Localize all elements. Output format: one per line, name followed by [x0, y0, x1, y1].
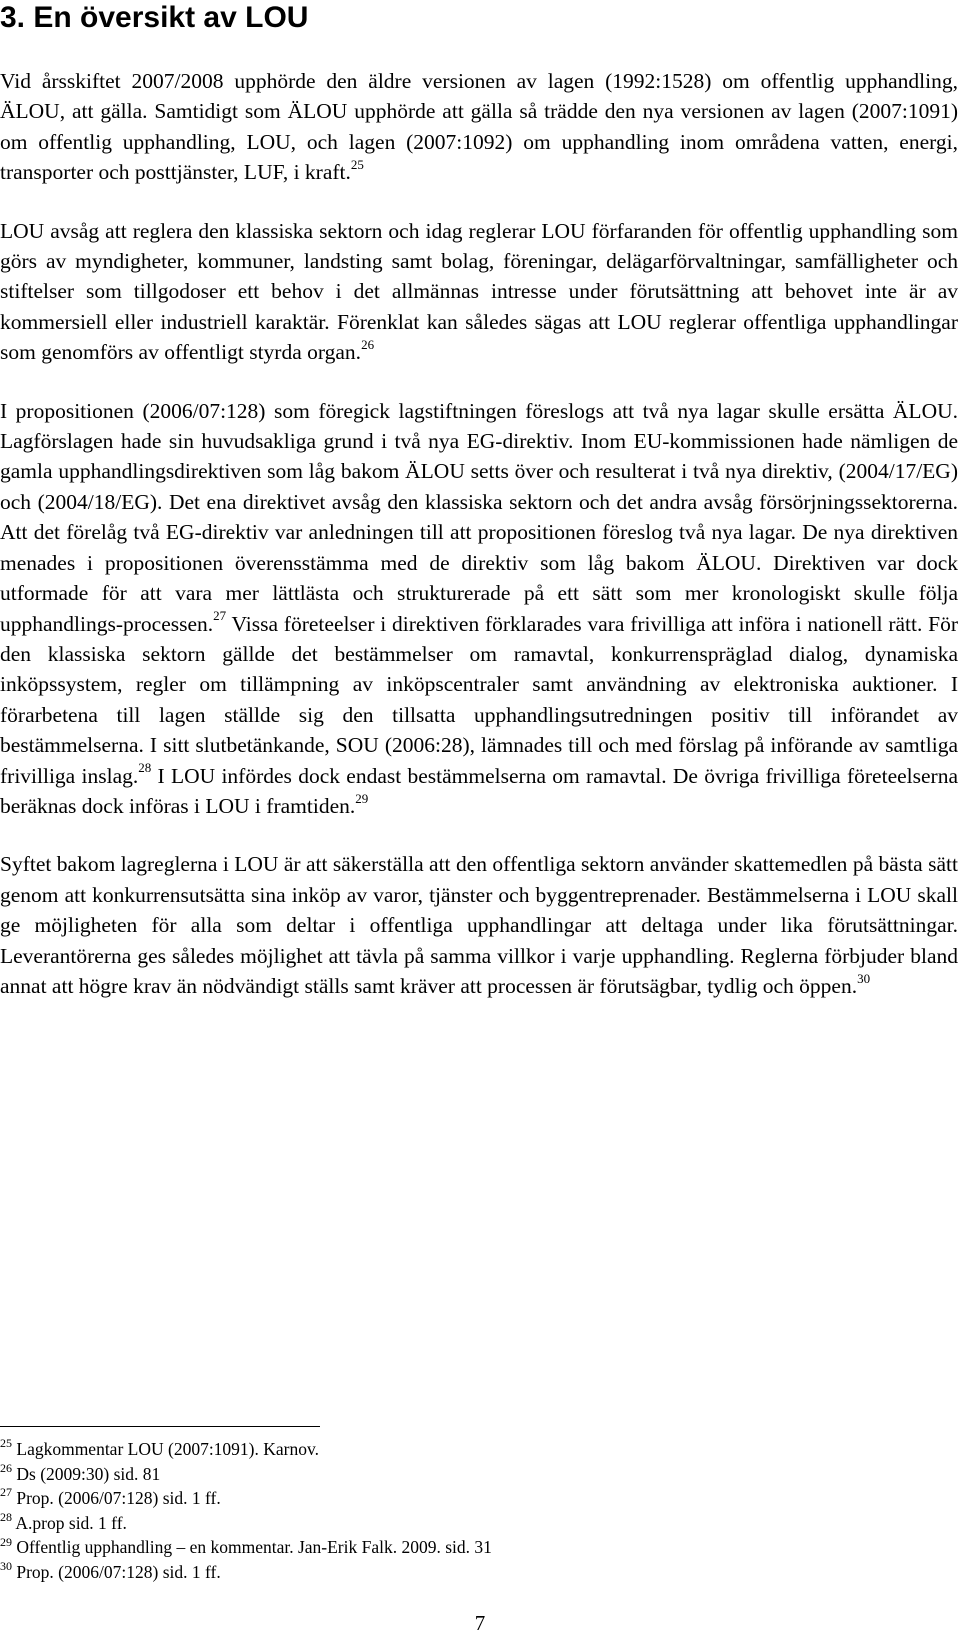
footnote-text: Offentlig upphandling – en kommentar. Jan-Erik Falk. 2009. sid. 31	[16, 1537, 492, 1558]
paragraph-1	[0, 66, 958, 188]
body-text	[0, 66, 958, 1029]
footnote-ref[interactable]: 25	[350, 157, 364, 173]
footnote-ref[interactable]: 29	[355, 790, 369, 806]
paragraph-2	[0, 216, 958, 368]
paragraph-text: Vid årsskiftet 2007/2008 upphörde den äldre versionen av lagen (1992:1528) om offentlig upphandling, ÄLOU, att gälla. Samtidigt som ÄLOU upphörde att gälla så trädde den nya versionen av lagen (2007:1091) om offentlig upphandling, LOU, och lagen (2007:1092) om upphandling inom områdena vatten, energi, transporter och posttjänster, LUF, i kraft.	[0, 69, 958, 185]
footnote-number: 26	[0, 1460, 12, 1475]
footnote-number: 27	[0, 1485, 12, 1500]
footnote-item	[0, 1535, 900, 1560]
footnote-number: 25	[0, 1436, 12, 1451]
section-heading: 3. En översikt av LOU	[0, 1, 309, 34]
footnote-number: 29	[0, 1534, 12, 1549]
footnote-text: Lagkommentar LOU (2007:1091). Karnov.	[16, 1439, 319, 1459]
footnote-separator	[0, 1426, 320, 1427]
paragraph-text: LOU avsåg att reglera den klassiska sektorn och idag reglerar LOU förfaranden för offentlig upphandling som görs av myndigheter, kommuner, landsting samt bolag, föreningar, delägarförvaltningar, samfälligheter och stiftelser som tillgodoser ett behov i det allmännas intresse under förutsättning att behovet inte är av kommersiell eller industriell karaktär. Förenklat kan således sägas att LOU reglerar offentliga upphandlingar som genomförs av offentligt styrda organ.	[0, 218, 958, 365]
footnote-number: 30	[0, 1559, 12, 1574]
footnote-ref[interactable]: 27	[213, 608, 227, 624]
footnote-text: Ds (2009:30) sid. 81	[16, 1463, 161, 1484]
paragraph-text: Vissa företeelser i direktiven förklarades vara frivilliga att införa i nationell rätt. För den klassiska sektorn gällde det bestämmelser om ramavtal, konkurrenspräglad dialog, dynamiska inköpssystem, regler om tillämpning av inköpscentraler samt användning av elektroniska auktioner. I förarbetena till lagen ställde sig den tillsatta upphandlingsutredningen positiv till införandet av bestämmelserna. I sitt slutbetänkande, SOU (2006:28), lämnades till och med förslag på införande av samtliga frivilliga inslag.	[0, 611, 958, 788]
footnote-text: A.prop sid. 1 ff.	[15, 1512, 127, 1533]
footnote-item	[0, 1462, 900, 1487]
paragraph-text: Syftet bakom lagreglerna i LOU är att säkerställa att den offentliga sektorn använder skattemedlen på bästa sätt genom att konkurrensutsätta sina inköp av varor, tjänster och byggentreprenader. Bestämmelserna i LOU skall ge möjligheten för alla som deltar i offentliga upphandlingar att deltaga under lika förutsättningar. Leverantörerna ges således möjlighet att tävla på samma villkor i varje upphandling. Reglerna förbjuder bland annat att högre krav än nödvändigt ställs samt kräver att processen är förutsägbar, tydlig och öppen.	[0, 852, 958, 998]
footnote-text: Prop. (2006/07:128) sid. 1 ff.	[16, 1488, 221, 1509]
footnote-item	[0, 1511, 900, 1536]
paragraph-4	[0, 849, 958, 1001]
footnote-item	[0, 1437, 900, 1462]
footnote-text: Prop. (2006/07:128) sid. 1 ff.	[16, 1561, 221, 1582]
footnote-ref[interactable]: 26	[361, 337, 375, 353]
paragraph-3	[0, 396, 958, 822]
paragraph-text: I LOU infördes dock endast bestämmelserna om ramavtal. De övriga frivilliga företeelserna beräknas dock införas i LOU i framtiden.	[0, 763, 958, 818]
page-number: 7	[474, 1611, 486, 1635]
footnote-item	[0, 1486, 900, 1511]
paragraph-text: I propositionen (2006/07:128) som föregick lagstiftningen föreslogs att två nya lagar skulle ersätta ÄLOU. Lagförslagen hade sin huvudsakliga grund i två nya EG-direktiv. Inom EU-kommissionen hade nämligen de gamla upphandlingsdirektiven som låg bakom ÄLOU setts över och resulterat i två nya direktiv, (2004/17/EG) och (2004/18/EG). Det ena direktivet avsåg den klassiska sektorn och det andra avsåg försörjningssektorerna. Att det förelåg två EG-direktiv var anledningen till att propositionen föreslog två nya lagar. De nya direktiven menades i propositionen överensstämma med de direktiv som låg bakom ÄLOU. Direktiven var dock utformade för att vara mer lättlästa och strukturerade på ett sätt som mer kronologiskt skulle följa upphandlings-processen.	[0, 398, 958, 636]
footnote-ref[interactable]: 28	[138, 760, 152, 776]
footnote-item	[0, 1560, 900, 1585]
footnote-ref[interactable]: 30	[857, 970, 871, 986]
footnote-number: 28	[0, 1509, 12, 1524]
footnotes	[0, 1437, 900, 1585]
